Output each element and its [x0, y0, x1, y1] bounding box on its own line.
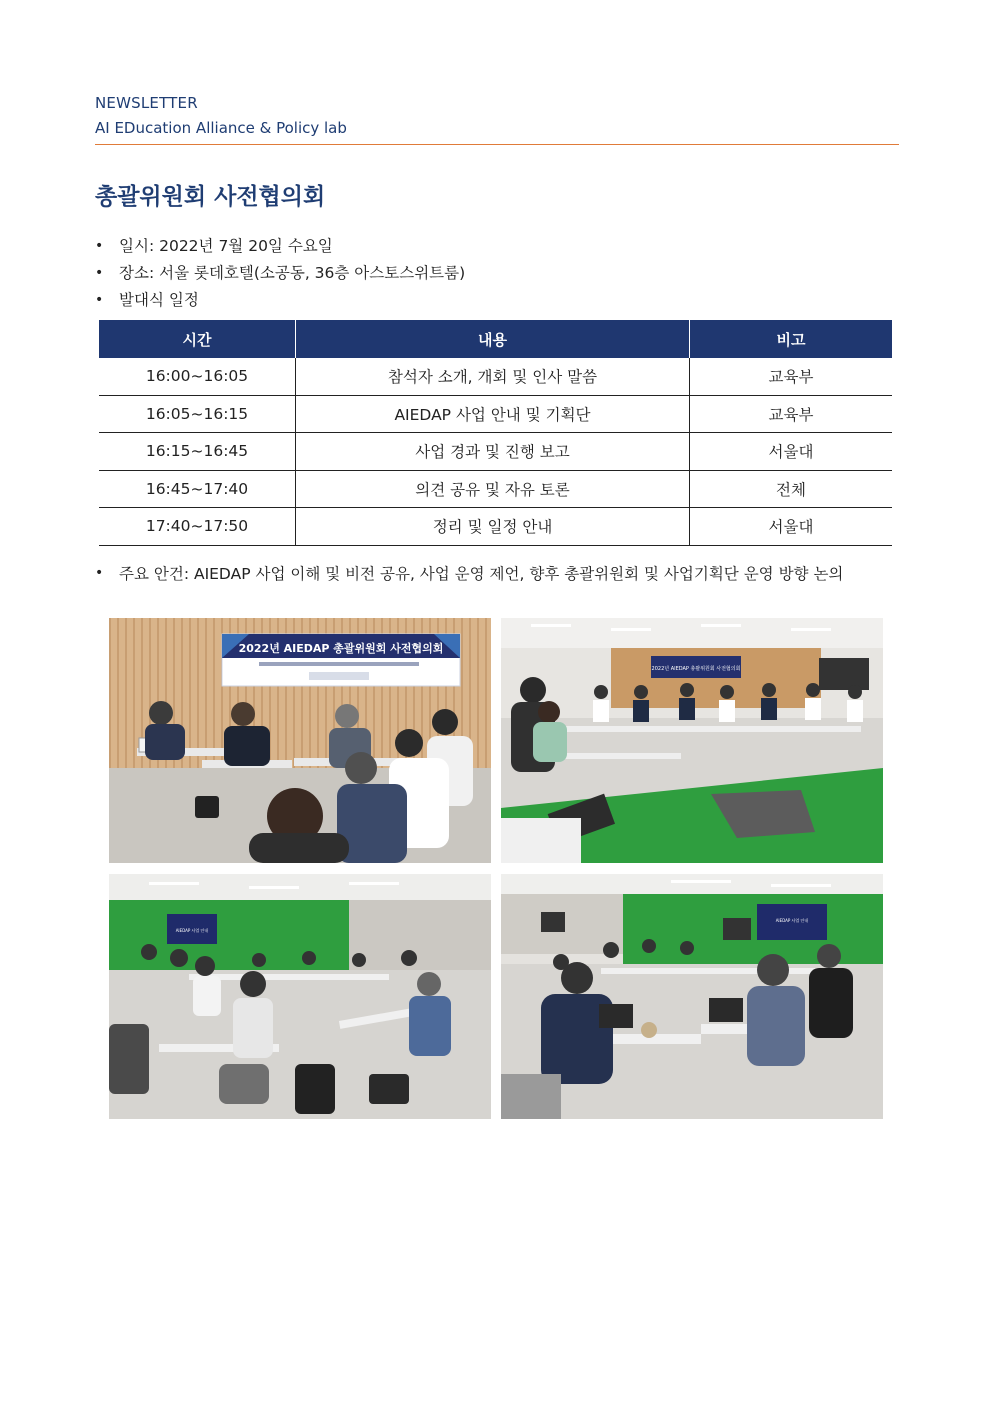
table-row	[99, 395, 892, 433]
table-row	[99, 433, 892, 471]
page-title: 총괄위원회 사전협의회	[95, 184, 326, 210]
cell-content: AIEDAP 사업 안내 및 기획단	[296, 395, 690, 433]
svg-text:AIEDAP 사업 안내: AIEDAP 사업 안내	[775, 918, 809, 923]
date-text: 일시: 2022년 7월 20일 수요일	[119, 236, 333, 255]
cell-time: 16:45~17:40	[99, 470, 296, 508]
column-header-time: 시간	[99, 320, 296, 358]
newsletter-label: NEWSLETTER	[95, 94, 198, 112]
photo-green-floor	[501, 618, 883, 863]
bullet-icon: •	[95, 264, 104, 281]
list-item	[95, 259, 465, 286]
table-row	[99, 358, 892, 395]
list-item	[95, 286, 465, 313]
screen-text: AIEDAP 사업 안내	[175, 928, 209, 933]
schedule-heading: 발대식 일정	[119, 290, 199, 309]
photo-green-wall	[109, 874, 491, 1119]
cell-note: 서울대	[690, 508, 893, 546]
cell-content: 의견 공유 및 자유 토론	[296, 470, 690, 508]
agenda-text: 주요 안건: AIEDAP 사업 이해 및 비전 공유, 사업 운영 제언, 향후 총괄위원회 및 사업기획단 운영 방향 논의	[119, 565, 844, 583]
list-item	[95, 232, 465, 259]
photo-banner-panel	[109, 618, 491, 863]
table-row	[99, 470, 892, 508]
column-header-content: 내용	[296, 320, 690, 358]
cell-content: 사업 경과 및 진행 보고	[296, 433, 690, 471]
cell-content: 정리 및 일정 안내	[296, 508, 690, 546]
schedule-table	[99, 320, 892, 546]
agenda-item	[95, 561, 843, 585]
newsletter-header	[95, 92, 347, 139]
bullet-icon: •	[95, 291, 104, 308]
lab-name: AI EDucation Alliance & Policy lab	[95, 119, 347, 137]
table-row	[99, 508, 892, 546]
column-header-note: 비고	[690, 320, 893, 358]
cell-note: 교육부	[690, 395, 893, 433]
svg-text:2022년 AIEDAP 총괄위원회 사전협의회: 2022년 AIEDAP 총괄위원회 사전협의회	[651, 666, 741, 672]
info-list	[95, 232, 465, 313]
cell-time: 16:15~16:45	[99, 433, 296, 471]
cell-time: 17:40~17:50	[99, 508, 296, 546]
cell-note: 전체	[690, 470, 893, 508]
venue-text: 장소: 서울 롯데호텔(소공동, 36층 아스토스위트룸)	[119, 263, 466, 282]
cell-time: 16:00~16:05	[99, 358, 296, 395]
bullet-icon: •	[95, 237, 104, 254]
header-divider	[95, 144, 899, 145]
cell-note: 서울대	[690, 433, 893, 471]
photo-screen-tables	[501, 874, 883, 1119]
cell-time: 16:05~16:15	[99, 395, 296, 433]
bullet-icon: •	[95, 565, 104, 581]
cell-note: 교육부	[690, 358, 893, 395]
banner-title: 2022년 AIEDAP 총괄위원회 사전협의회	[238, 642, 444, 655]
table-header-row	[99, 320, 892, 358]
cell-content: 참석자 소개, 개회 및 인사 말씀	[296, 358, 690, 395]
